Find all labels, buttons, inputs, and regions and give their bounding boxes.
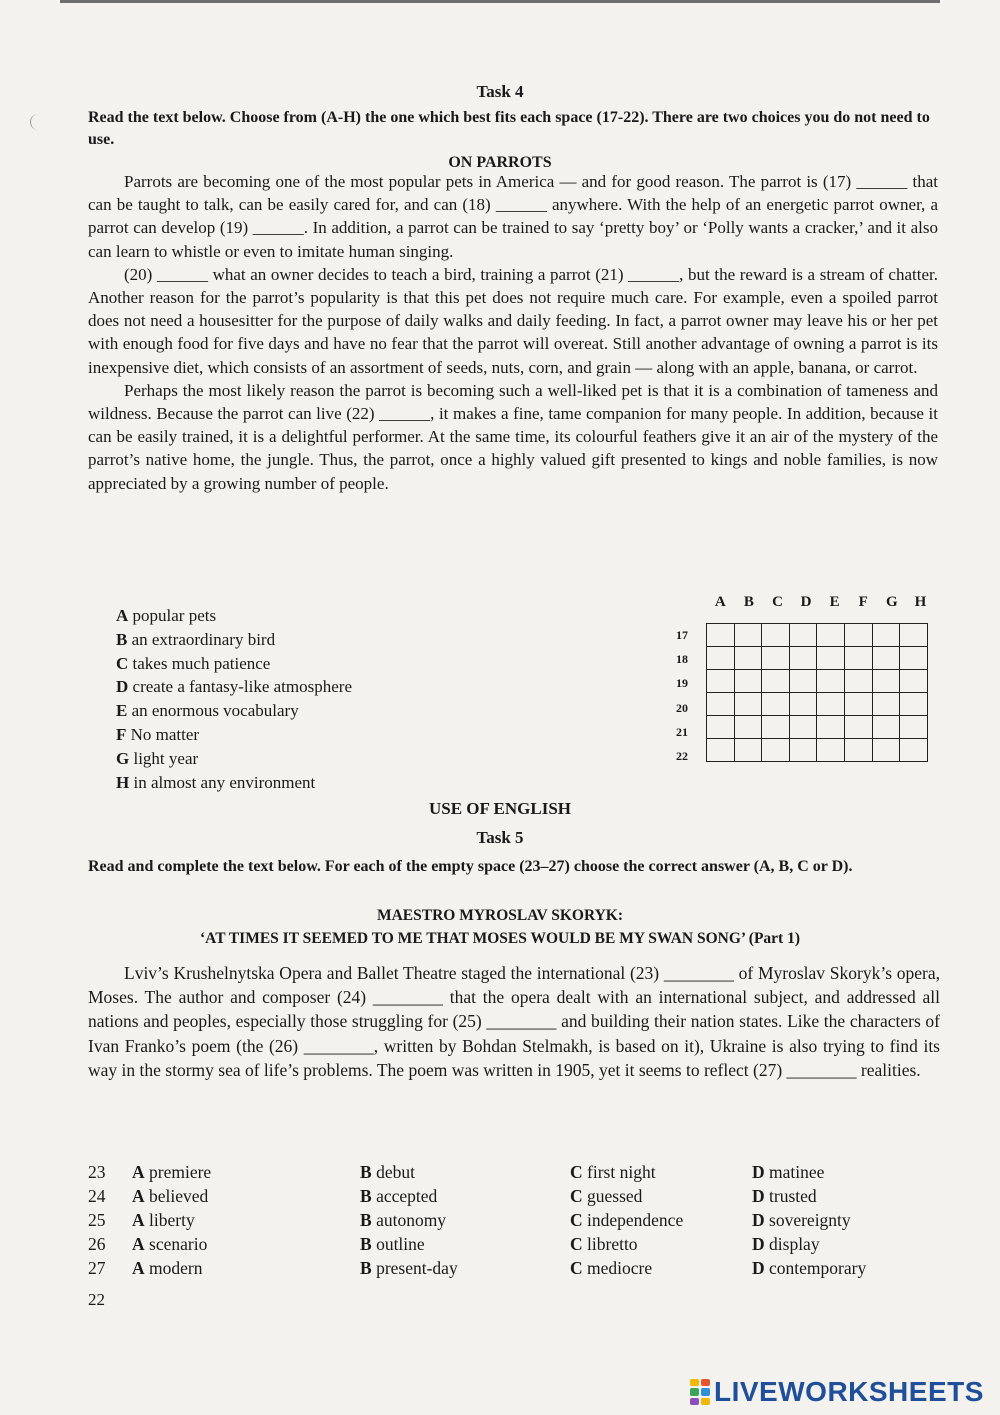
grid-cell[interactable] [872, 693, 900, 716]
watermark-text: LIVEWORKSHEETS [714, 1376, 984, 1407]
grid-cell[interactable] [900, 693, 928, 716]
parrots-text [88, 170, 938, 495]
grid-row-label: 21 [676, 724, 688, 739]
option-d: D matinee [752, 1162, 825, 1182]
grid-row-label: 22 [676, 748, 688, 763]
grid-cell[interactable] [762, 670, 790, 693]
option-d: D create a fantasy-like atmosphere [116, 677, 352, 697]
grid-cell[interactable] [762, 693, 790, 716]
article-title-line2: ‘AT TIMES IT SEEMED TO ME THAT MOSES WOULD BE MY SWAN SONG’ (Part 1) [199, 930, 800, 947]
option-a: A modern [132, 1258, 203, 1278]
grid-cell[interactable] [817, 693, 845, 716]
grid-cell[interactable] [817, 670, 845, 693]
grid-col-label: E [829, 594, 840, 610]
question-number: 25 [88, 1210, 106, 1230]
answer-grid [706, 623, 928, 762]
grid-cell[interactable] [707, 693, 735, 716]
grid-cell[interactable] [789, 670, 817, 693]
liveworksheets-logo-icon [690, 1379, 710, 1405]
answer-grid-header [706, 594, 935, 611]
question-number: 23 [88, 1162, 106, 1182]
paragraph: Lviv’s Krushelnytska Opera and Ballet Theatre staged the international (23) ________ of Myroslav Skoryk’s opera, Moses. The author and composer (24) ________ that the opera dealt with an international subject, and addressed all nations and peoples, especially those struggling for (25) ________ and building their nation states. Like the characters of Ivan Franko’s poem (the (26) ________, written by Bohdan Stelmakh, is based on it), Ukraine is also trying to find its way in the stormy sea of life’s problems. The poem was written in 1905, yet it seems to reflect (27) ________ realities. [88, 963, 940, 1080]
option-b: B debut [360, 1162, 415, 1182]
grid-cell[interactable] [900, 716, 928, 739]
text-title: ON PARROTS [448, 154, 552, 171]
grid-row [707, 670, 928, 693]
grid-cell[interactable] [817, 716, 845, 739]
option-c: C takes much patience [116, 653, 271, 673]
liveworksheets-logo [690, 1376, 984, 1408]
answer-grid-row-labels [676, 623, 688, 768]
answer-row [88, 1256, 912, 1280]
grid-cell[interactable] [734, 624, 762, 647]
grid-cell[interactable] [789, 693, 817, 716]
grid-cell[interactable] [872, 716, 900, 739]
grid-cell[interactable] [872, 624, 900, 647]
grid-row [707, 624, 928, 647]
use-of-english-heading: USE OF ENGLISH [428, 799, 572, 818]
grid-cell[interactable] [734, 693, 762, 716]
grid-cell[interactable] [817, 647, 845, 670]
grid-cell[interactable] [707, 716, 735, 739]
article-title-line1: MAESTRO MYROSLAV SKORYK: [376, 907, 624, 924]
grid-cell[interactable] [900, 647, 928, 670]
grid-cell[interactable] [789, 716, 817, 739]
grid-cell[interactable] [762, 647, 790, 670]
grid-cell[interactable] [762, 716, 790, 739]
option-c: C libretto [570, 1234, 638, 1254]
grid-col-label: C [772, 594, 783, 610]
option-c: C guessed [570, 1186, 643, 1206]
option-a: A scenario [132, 1234, 208, 1254]
grid-col-label: B [743, 594, 754, 610]
option-b: B an extraordinary bird [116, 629, 276, 649]
paragraph: (20) ______ what an owner decides to teach a bird, training a parrot (21) ______, but the reward is a stream of chatter. Another reason for the parrot’s popularity is that this pet does not require much care. For example, even a spoiled parrot does not need a housesitter for the purpose of daily walks and daily feeding. In fact, a parrot owner may leave his or her pet with enough food for five days and have no fear that the parrot will overeat. Still another advantage of owning a parrot is its inexpensive diet, which consists of an assortment of seeds, nuts, corn, and grain — along with an apple, banana, or carrot. [88, 264, 938, 377]
grid-row [707, 693, 928, 716]
option-e: E an enormous vocabulary [116, 701, 299, 721]
task4-title: Task 4 [476, 82, 524, 101]
margin-bracket-mark [30, 114, 39, 130]
grid-row-label: 20 [676, 700, 688, 715]
question-number: 27 [88, 1258, 106, 1278]
answer-options-table [88, 1160, 912, 1280]
answer-row [88, 1184, 912, 1208]
logo-square [690, 1398, 699, 1405]
grid-cell[interactable] [844, 647, 872, 670]
grid-row-label: 19 [676, 676, 688, 691]
grid-cell[interactable] [734, 670, 762, 693]
grid-cell[interactable] [762, 624, 790, 647]
grid-cell[interactable] [900, 739, 928, 762]
option-f: F No matter [116, 724, 200, 744]
grid-col-label: D [800, 594, 812, 610]
grid-cell[interactable] [817, 624, 845, 647]
task4-instruction: Read the text below. Choose from (A-H) the one which best fits each space (17-22). There are two choices you do not need to use. [88, 109, 930, 148]
grid-cell[interactable] [844, 670, 872, 693]
grid-col-label: F [858, 594, 868, 610]
option-d: D sovereignty [752, 1210, 851, 1230]
answer-row [88, 1208, 912, 1232]
grid-cell[interactable] [789, 624, 817, 647]
grid-cell[interactable] [844, 693, 872, 716]
grid-cell[interactable] [734, 647, 762, 670]
grid-cell[interactable] [707, 670, 735, 693]
article-text [88, 961, 940, 1082]
page-number: 22 [88, 1290, 105, 1309]
grid-col-label: A [714, 594, 726, 610]
answer-row [88, 1232, 912, 1256]
option-h: H in almost any environment [116, 772, 316, 792]
grid-cell[interactable] [844, 716, 872, 739]
question-number: 26 [88, 1234, 106, 1254]
top-border-line [60, 0, 940, 3]
grid-row [707, 647, 928, 670]
option-b: B present-day [360, 1258, 458, 1278]
logo-square [701, 1398, 710, 1405]
grid-cell[interactable] [900, 670, 928, 693]
grid-cell[interactable] [844, 739, 872, 762]
option-c: C first night [570, 1162, 656, 1182]
grid-cell[interactable] [707, 624, 735, 647]
grid-cell[interactable] [900, 624, 928, 647]
grid-cell[interactable] [817, 739, 845, 762]
grid-row-label: 17 [676, 628, 688, 642]
option-a: A popular pets [116, 606, 217, 625]
grid-cell[interactable] [789, 739, 817, 762]
option-b: B outline [360, 1234, 425, 1254]
paragraph: Perhaps the most likely reason the parrot is becoming such a well-liked pet is that it is a combination of tameness and wildness. Because the parrot can live (22) ______, it makes a fine, tame companion for many people. In addition, because it can be easily trained, it is a delightful performer. At the same time, its colourful feathers give it an air of the mystery of the parrot’s native home, the jungle. Thus, the parrot, once a highly valued gift presented to kings and noble families, is now appreciated by a growing number of people. [88, 380, 938, 493]
grid-cell[interactable] [762, 739, 790, 762]
grid-col-label: G [886, 594, 898, 610]
grid-cell[interactable] [844, 624, 872, 647]
option-d: D trusted [752, 1186, 817, 1206]
option-g: G light year [116, 748, 199, 768]
option-c: C independence [570, 1210, 684, 1230]
option-b: B autonomy [360, 1210, 447, 1230]
grid-row-label: 18 [676, 652, 688, 667]
grid-cell[interactable] [734, 739, 762, 762]
question-number: 24 [88, 1186, 106, 1206]
grid-cell[interactable] [872, 739, 900, 762]
answer-row [88, 1160, 912, 1184]
grid-cell[interactable] [707, 647, 735, 670]
options-list [116, 604, 352, 794]
logo-square [701, 1379, 710, 1386]
logo-square [690, 1379, 699, 1386]
option-a: A premiere [132, 1162, 212, 1182]
option-a: A believed [132, 1186, 209, 1206]
option-d: D contemporary [752, 1258, 867, 1278]
grid-row [707, 739, 928, 762]
task5-instruction: Read and complete the text below. For each of the empty space (23–27) choose the correct answer (A, B, C or D). [88, 858, 853, 875]
logo-square [690, 1388, 699, 1395]
grid-cell[interactable] [789, 647, 817, 670]
grid-cell[interactable] [734, 716, 762, 739]
option-c: C mediocre [570, 1258, 653, 1278]
option-d: D display [752, 1234, 820, 1254]
grid-cell[interactable] [707, 739, 735, 762]
grid-cell[interactable] [872, 670, 900, 693]
task5-title: Task 5 [476, 828, 524, 847]
paragraph: Parrots are becoming one of the most popular pets in America — and for good reason. The parrot is (17) ______ that can be taught to talk, can be easily cared for, and can (18) ______ anywhere. With the help of an energetic parrot owner, a parrot can develop (19) ______. In addition, a parrot can be trained to say ‘pretty boy’ or ‘Polly wants a cracker,’ and it also can learn to whistle or even to imitate human singing. [88, 172, 938, 261]
grid-col-label: H [914, 594, 927, 610]
logo-square [701, 1388, 710, 1395]
grid-row [707, 716, 928, 739]
option-b: B accepted [360, 1186, 438, 1206]
grid-cell[interactable] [872, 647, 900, 670]
option-a: A liberty [132, 1210, 195, 1230]
